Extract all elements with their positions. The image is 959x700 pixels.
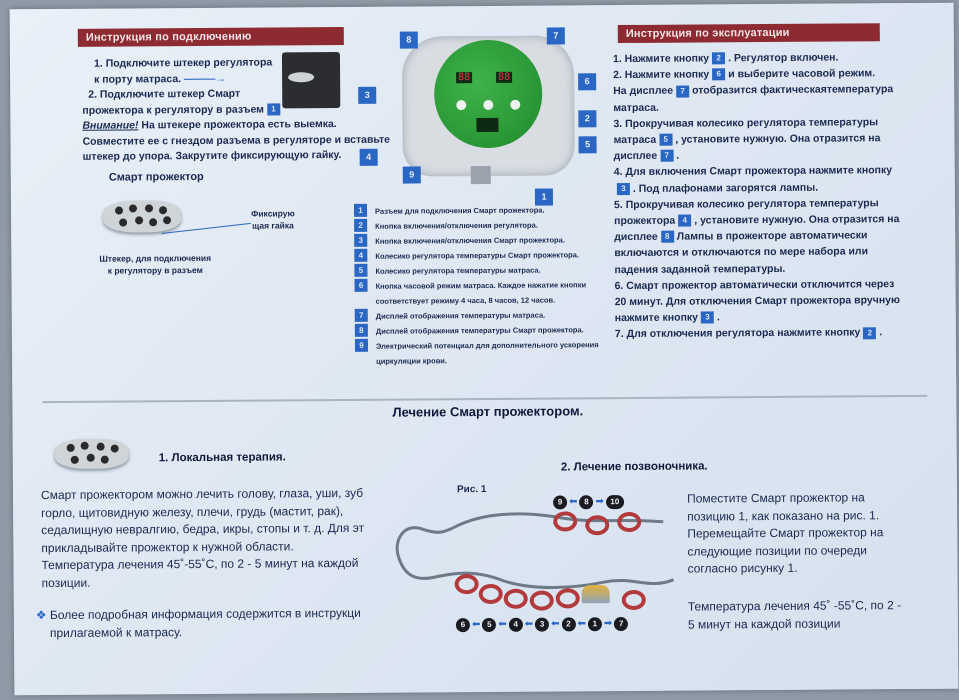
projector-small-image bbox=[55, 438, 129, 469]
callout-2: 2 bbox=[578, 110, 596, 127]
operation-step-line: 1. Нажмите кнопку 2 . Регулятор включен. bbox=[612, 51, 839, 66]
position-6-ring bbox=[455, 574, 479, 594]
plug-label: Штекер, для подключения к регулятору в разъем bbox=[99, 252, 212, 276]
operation-banner: Инструкция по эксплуатации bbox=[618, 23, 880, 43]
warning-line: Совместите ее с гнездом разъема в регуляторе и вставьте bbox=[82, 133, 390, 148]
warning-line: штекер до упора. Закрутите фиксирующую гайку. bbox=[82, 148, 342, 163]
step-line: 2. Подключите штекер Смарт bbox=[88, 87, 241, 101]
operation-step-line: падения заданной температуры. bbox=[614, 262, 786, 276]
spine-temperature: Температура лечения 45˚ -55˚С, по 2 - 5 минут на каждой позиции bbox=[687, 598, 902, 632]
figure-label: Рис. 1 bbox=[456, 483, 487, 496]
operation-step-line: 6. Смарт прожектор автоматически отключится через bbox=[614, 277, 895, 292]
callout-6: 6 bbox=[578, 73, 596, 90]
operation-step-line: 20 минут. Для отключения Смарт прожектора вручную bbox=[614, 294, 901, 309]
legend-item: 1 Разъем для подключения Смарт прожектора. bbox=[351, 202, 613, 219]
warning-line: Внимание! На штекере прожектора есть выемка. bbox=[82, 118, 337, 132]
badge-7: 7 bbox=[660, 150, 673, 162]
step-line: 1. Подключите штекер регулятора bbox=[93, 56, 273, 70]
badge-3: 3 bbox=[701, 312, 714, 324]
legend-item: 5 Колесико регулятора температуры матраса. bbox=[351, 262, 613, 279]
section-divider bbox=[42, 395, 927, 403]
display-8: 88 bbox=[458, 72, 471, 84]
nut-label: Фиксирую щая гайка bbox=[251, 208, 295, 231]
projector-image bbox=[103, 200, 181, 233]
badge-5: 5 bbox=[659, 134, 672, 146]
position-10-ring bbox=[617, 512, 641, 532]
instruction-sheet bbox=[10, 3, 959, 696]
step-line: прожектора к регулятору в разъем 1 bbox=[82, 101, 390, 119]
operation-step-line: матраса. bbox=[613, 101, 659, 114]
position-4-ring bbox=[504, 589, 528, 609]
spine-heading: 2. Лечение позвоночника. bbox=[560, 460, 708, 474]
operation-step-line: 5. Прокручивая колесико регулятора температуры bbox=[613, 197, 879, 211]
spine-instructions: Поместите Смарт прожектор на позицию 1, как показано на рис. 1. Перемещайте Смарт прожектор на следующие позиции по очереди согласно рисунку 1. bbox=[687, 490, 884, 576]
operation-step-line: матраса 5 , установите нужную. Она отразится на bbox=[613, 132, 881, 147]
top-sequence: 9 ⬅ 8 ➡ 10 bbox=[553, 491, 624, 509]
position-2-ring bbox=[556, 588, 580, 608]
badge-8: 8 bbox=[661, 231, 674, 243]
bottom-sequence: 6 ⬅ 5 ⬅ 4 ⬅ 3 ⬅ 2 ⬅ 1 ➡ 7 bbox=[456, 613, 628, 632]
callout-7: 7 bbox=[547, 27, 565, 44]
callout-1: 1 bbox=[535, 189, 553, 206]
local-therapy-text: Смарт прожектором можно лечить голову, глаза, уши, зуб горло, щитовидную железу, плечи, грудь (мастит, рак), седалищную невралгию, бедра, икры, стопы и т. д. Для эт прикладывайте прожектор к нужной области. Температура лечения 45˚-55˚С, по 2 - 5 минут на каждой позиции. bbox=[40, 485, 365, 590]
legend-item: 2 Кнопка включения/отключения регулятора. bbox=[351, 217, 613, 234]
badge-6: 6 bbox=[712, 69, 725, 81]
button-3 bbox=[456, 100, 466, 110]
callout-8: 8 bbox=[400, 31, 418, 48]
operation-step-line: включаются и отключаются по мере набора или bbox=[614, 245, 869, 260]
operation-step-line: дисплее 7 . bbox=[613, 149, 680, 163]
badge-7: 7 bbox=[676, 85, 689, 97]
badge-4: 4 bbox=[678, 215, 691, 227]
treatment-title: Лечение Смарт прожектором. bbox=[392, 403, 584, 420]
position-8-ring bbox=[553, 511, 577, 531]
button-2 bbox=[483, 100, 493, 110]
position-5-ring bbox=[479, 584, 503, 604]
button-6 bbox=[510, 100, 520, 110]
legend-list bbox=[351, 202, 614, 369]
badge-2: 2 bbox=[712, 53, 725, 65]
badge-1: 1 bbox=[267, 103, 280, 115]
legend-item: 3 Кнопка включения/отключения Смарт прожектора. bbox=[351, 232, 613, 249]
connection-banner: Инструкция по подключению bbox=[78, 27, 344, 47]
operation-step-line: 3. Прокручивая колесико регулятора температуры bbox=[613, 116, 879, 130]
badge-3: 3 bbox=[617, 183, 630, 195]
operation-step-line: На дисплее 7 отобразится фактическаятемпература bbox=[613, 83, 894, 98]
plug-photo bbox=[282, 52, 340, 108]
operation-step-line: прожектора 4 , установите нужную. Она отразится на bbox=[614, 213, 900, 228]
legend-item: 7 Дисплей отображения температуры матраса. bbox=[352, 307, 614, 324]
operation-step-line: 4. Для включения Смарт прожектора нажмите кнопку bbox=[613, 164, 893, 179]
callout-5: 5 bbox=[579, 136, 597, 153]
operation-step-line: дисплее 8 Лампы в прожекторе автоматически bbox=[614, 229, 868, 244]
projector-position-1 bbox=[582, 585, 610, 603]
legend-item: 4 Колесико регулятора температуры Смарт прожектора. bbox=[351, 247, 613, 264]
position-9-ring bbox=[585, 515, 609, 535]
legend-item: 6 Кнопка часовой режим матраса. Каждое нажатие кнопки соответствует режиму 4 часа, 8 часов, 12 часов. bbox=[352, 277, 614, 309]
port bbox=[471, 166, 491, 184]
badge-2: 2 bbox=[863, 327, 876, 339]
more-info-note: ❖ Более подробная информация содержится в инструкци прилагаемой к матрасу. bbox=[35, 605, 361, 640]
operation-step-line: 2. Нажмите кнопку 6 и выберите часовой режим. bbox=[613, 67, 876, 82]
operation-step-line: 3 . Под плафонами загорятся лампы. bbox=[614, 178, 934, 196]
position-3-ring bbox=[530, 591, 554, 611]
operation-step-line: 7. Для отключения регулятора нажмите кнопку 2 . bbox=[614, 326, 883, 341]
operation-step-line: нажмите кнопку 3 . bbox=[614, 311, 720, 325]
step-line: к порту матраса. ———→ bbox=[94, 72, 227, 86]
position-7-ring bbox=[622, 590, 646, 610]
callout-9: 9 bbox=[403, 166, 421, 183]
projector-title: Смарт прожектор bbox=[108, 170, 204, 184]
legend-item: 8 Дисплей отображения температуры Смарт прожектора. bbox=[352, 322, 614, 339]
connector-1 bbox=[476, 118, 498, 132]
connection-steps bbox=[82, 55, 390, 166]
display-7: 88 bbox=[498, 71, 511, 83]
local-therapy-heading: 1. Локальная терапия. bbox=[158, 451, 286, 465]
callout-3: 3 bbox=[358, 87, 376, 104]
regulator-panel bbox=[434, 40, 543, 149]
operation-steps bbox=[613, 49, 935, 343]
callout-4: 4 bbox=[360, 149, 378, 166]
legend-item: 9 Электрический потенциал для дополнительного ускорения циркуляции крови. bbox=[352, 337, 614, 369]
